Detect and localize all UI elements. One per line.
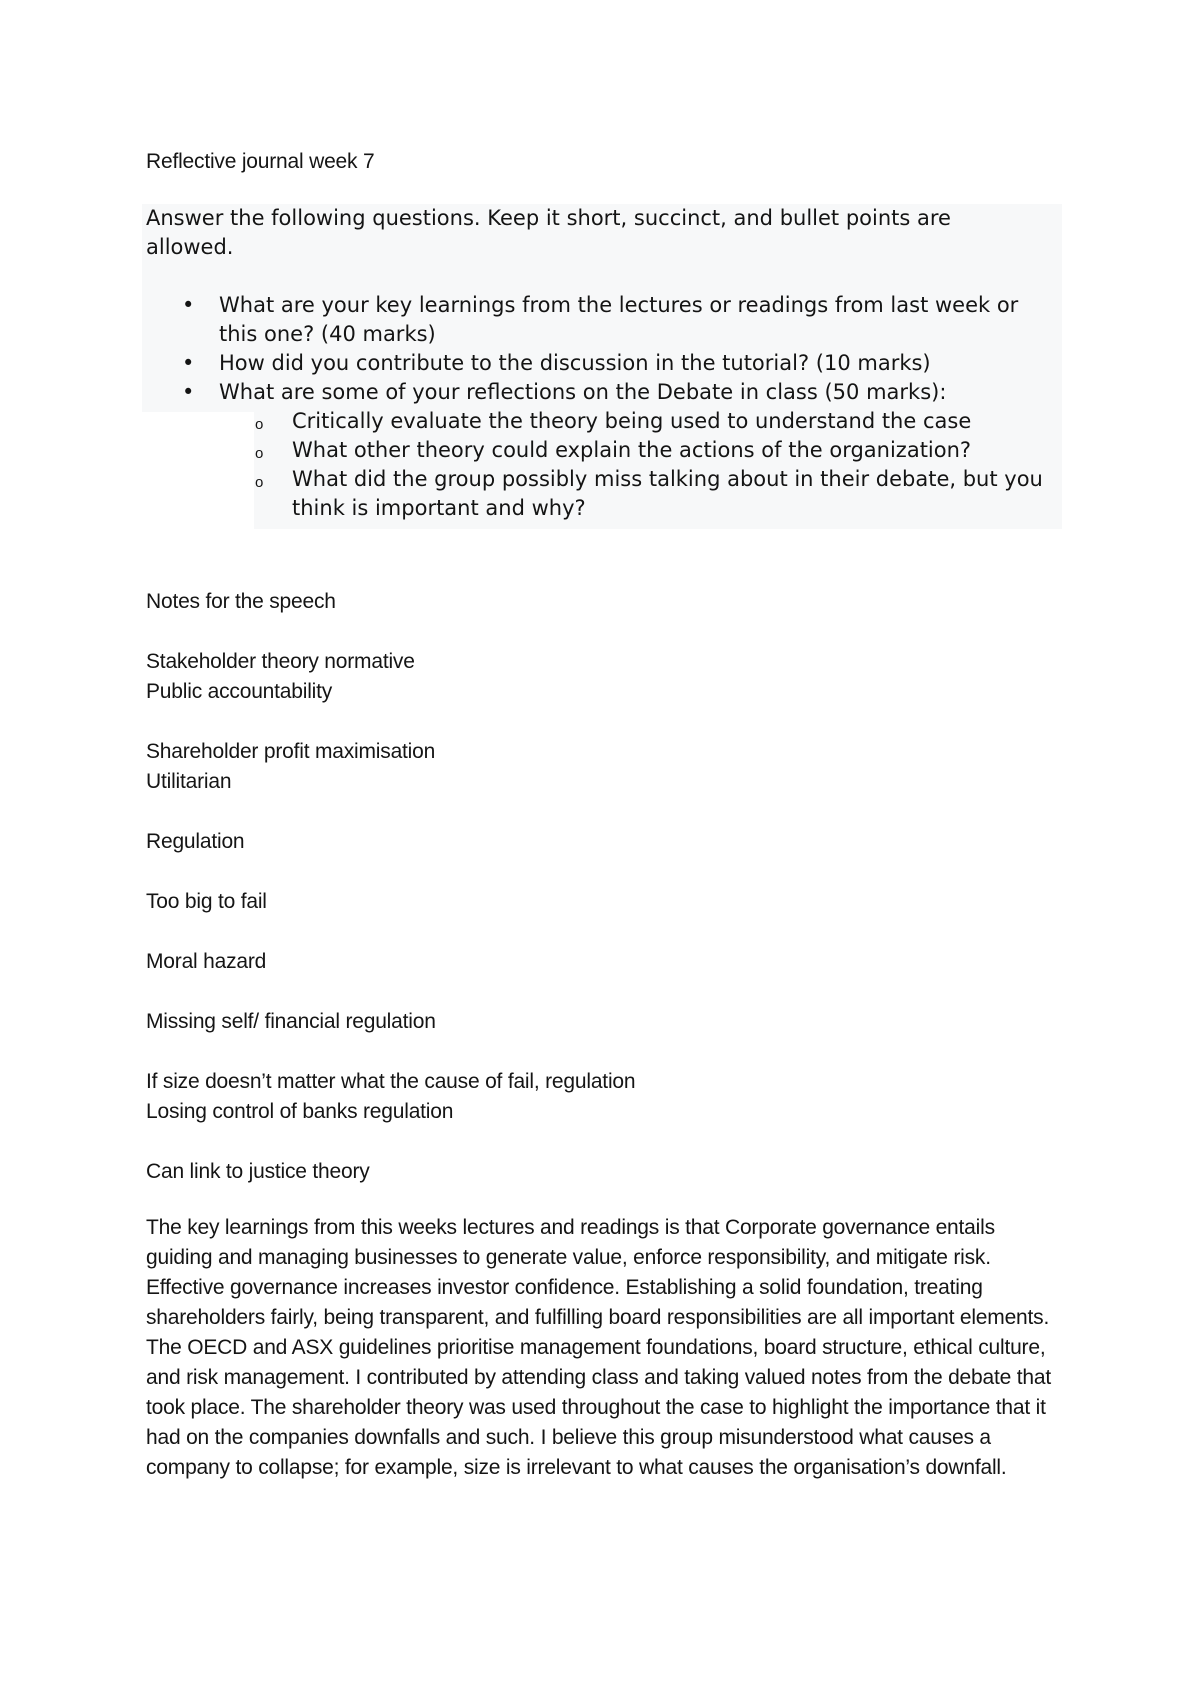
speech-notes: [146, 587, 1096, 1187]
question-item: [146, 349, 1059, 378]
sub-question-text: Critically evaluate the theory being used to understand the case: [292, 409, 972, 433]
note-line: Shareholder profit maximisation: [146, 740, 436, 763]
note-line: Stakeholder theory normative: [146, 650, 415, 673]
instructions-intro: Answer the following questions. Keep it short, succinct, and bullet points are allowed.: [146, 206, 951, 259]
question-text: What are your key learnings from the lectures or readings from last week or this one? (40 marks): [219, 293, 1019, 346]
question-list: [146, 291, 1061, 407]
notes-heading: Notes for the speech: [146, 590, 336, 613]
note-line: Utilitarian: [146, 770, 232, 793]
instructions-block: [146, 204, 1061, 523]
sub-bullet-icon: o: [255, 416, 264, 433]
bullet-icon: •: [182, 380, 195, 404]
sub-bullet-icon: o: [255, 474, 264, 491]
reflection-paragraph: The key learnings from this weeks lectures and readings is that Corporate governance entails guiding and managing businesses to generate value, enforce responsibility, and mitigate risk. Effective governance increases investor confidence. Establishing a solid foundation, treating shareholders fairly, being transparent, and fulfilling board responsibilities are all important elements. The OECD and ASX guidelines prioritise management foundations, board structure, ethical culture, and risk management. I contributed by attending class and taking valued notes from the debate that took place. The shareholder theory was used throughout the case to highlight the importance that it had on the companies downfalls and such. I believe this group misunderstood what causes a company to collapse; for example, size is irrelevant to what causes the organisation’s downfall.: [146, 1216, 1051, 1479]
sub-question-text: What other theory could explain the actions of the organization?: [292, 438, 972, 462]
note-line: Missing self/ financial regulation: [146, 1010, 436, 1033]
document-title: Reflective journal week 7: [146, 150, 375, 173]
sub-question-item: [146, 436, 1062, 465]
note-line: Too big to fail: [146, 890, 267, 913]
note-line: If size doesn’t matter what the cause of fail, regulation: [146, 1070, 636, 1093]
sub-question-item: [146, 407, 1062, 436]
question-item: [146, 378, 1059, 407]
note-line: Public accountability: [146, 680, 333, 703]
note-line: Losing control of banks regulation: [146, 1100, 454, 1123]
sub-question-item: [146, 465, 1062, 523]
question-text: How did you contribute to the discussion in the tutorial? (10 marks): [219, 351, 931, 375]
sub-bullet-icon: o: [255, 445, 264, 462]
note-line: Moral hazard: [146, 950, 267, 973]
note-line: Can link to justice theory: [146, 1160, 370, 1183]
question-text: What are some of your reflections on the Debate in class (50 marks):: [219, 380, 947, 404]
sub-question-text: What did the group possibly miss talking about in their debate, but you think is important and why?: [292, 467, 1043, 520]
bullet-icon: •: [182, 293, 195, 317]
bullet-icon: •: [182, 351, 195, 375]
note-line: Regulation: [146, 830, 245, 853]
question-item: [146, 291, 1059, 349]
sub-question-list: [146, 407, 1061, 523]
